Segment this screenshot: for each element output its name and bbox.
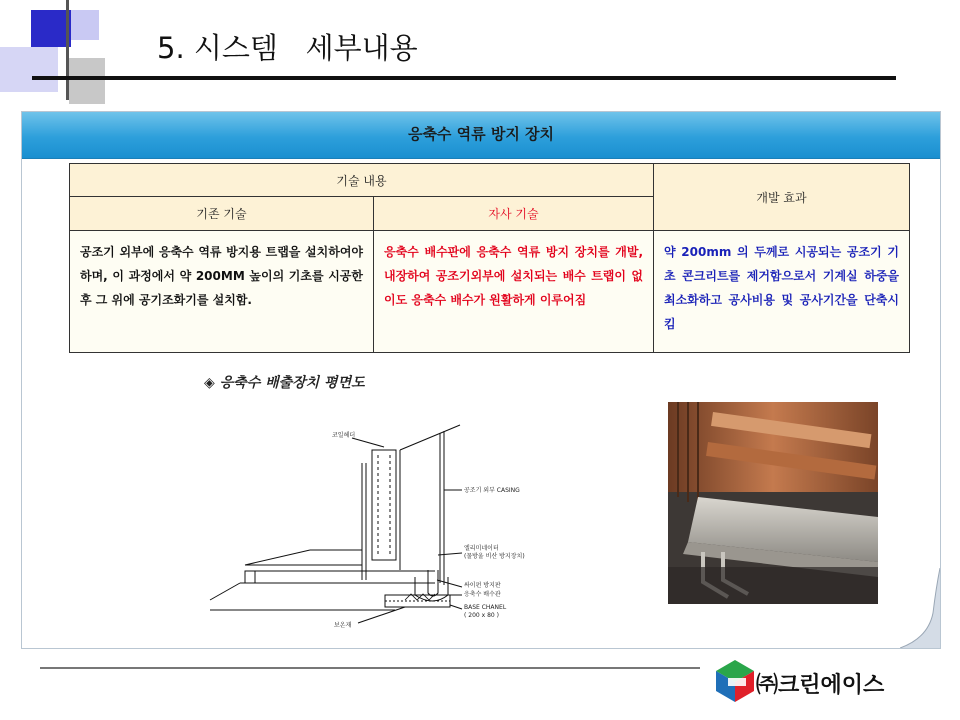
page-title: 5. 시스템 세부내용 xyxy=(157,31,418,65)
diagram-title: ◈ 응축수 배출장치 평면도 xyxy=(204,375,365,391)
label-base-size: ( 200 x 80 ) xyxy=(464,612,499,619)
footer-rule xyxy=(40,667,700,669)
company-logo-icon xyxy=(716,660,754,702)
title-underline xyxy=(32,76,896,80)
label-eliminator: 엘리미네이터 xyxy=(464,545,499,552)
page-curl-decoration xyxy=(900,568,940,648)
label-drain-pipe: 응축수 배수관 xyxy=(464,591,501,598)
decor-square-light xyxy=(71,10,99,40)
label-coil-header: 코일헤더 xyxy=(332,432,356,439)
existing-tech-text: 공조기 외부에 응축수 역류 방지용 트랩을 설치하여야 하며, 이 과정에서 약 200MM 높이의 기초를 시공한 후 그 위에 공기조화기를 설치함. xyxy=(70,231,374,353)
label-eliminator-desc: (물방울 비산 방지장치) xyxy=(464,553,525,560)
label-insulation: 보온재 xyxy=(334,622,352,629)
dev-effect-text: 약 200mm 의 두께로 시공되는 공조기 기초 콘크리트를 제거함으로서 기계실 하중을 최소화하고 공사비용 및 공사기간을 단축시킴 xyxy=(654,231,910,353)
header-tech-content: 기술 내용 xyxy=(70,164,654,197)
drain-device-diagram xyxy=(200,395,560,635)
label-base-channel: BASE CHANEL xyxy=(464,604,507,611)
decor-square-gray xyxy=(69,58,105,104)
tech-comparison-table xyxy=(69,163,910,353)
decor-vertical-line xyxy=(66,0,69,100)
subheader-own-tech: 자사 기술 xyxy=(374,197,654,231)
panel-header xyxy=(22,112,940,159)
label-casing: 공조기 외부 CASING xyxy=(464,487,520,494)
drain-pan-photo xyxy=(668,402,878,604)
panel-title: 응축수 역류 방지 장치 xyxy=(407,125,555,143)
decor-square-dark xyxy=(31,10,71,47)
label-siphon: 싸이펀 방지판 xyxy=(464,582,501,589)
header-dev-effect: 개발 효과 xyxy=(654,164,910,231)
subheader-existing-tech: 기존 기술 xyxy=(70,197,374,231)
decor-square-light xyxy=(0,47,58,92)
company-name: ㈜크린에이스 xyxy=(756,673,885,698)
own-tech-text: 응축수 배수판에 응축수 역류 방지 장치를 개발, 내장하여 공조기외부에 설치되는 배수 트랩이 없이도 응축수 배수가 원활하게 이루어짐 xyxy=(374,231,654,353)
